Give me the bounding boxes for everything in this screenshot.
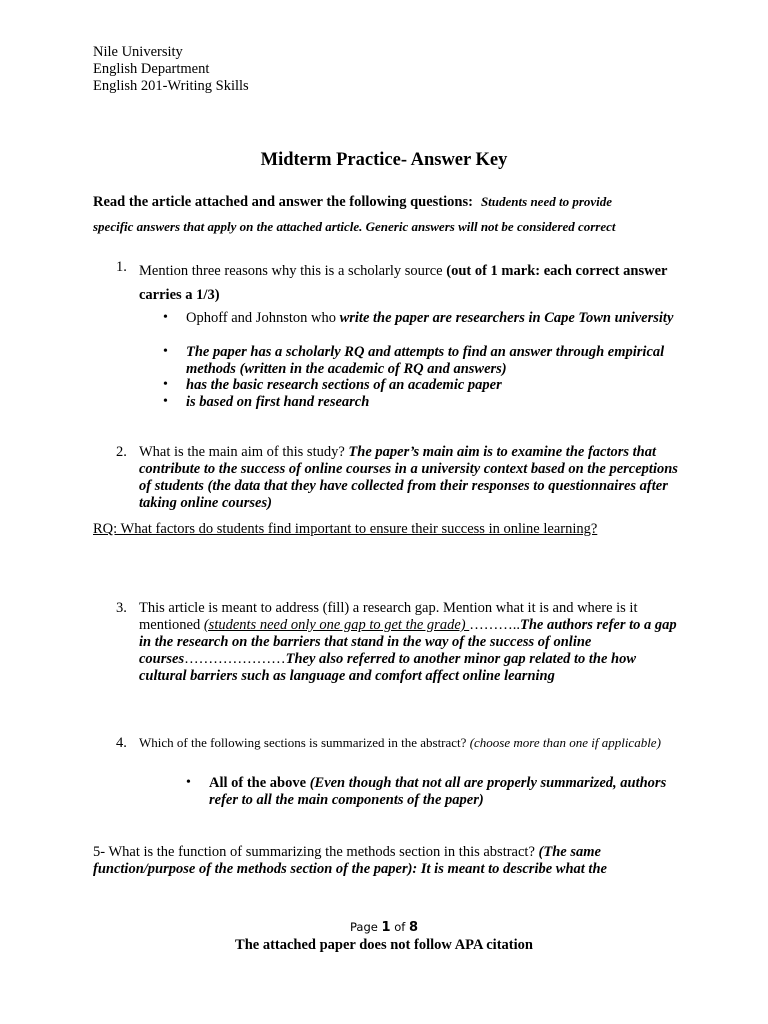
q1-answer-1 [186,310,676,327]
instruction-note-end: specific answers that apply on the attached article. Generic answers will not be considered correct [93,219,616,234]
question-3-answer-2: They also referred to another minor gap related to the how cultural barriers such as language and comfort affect online learning [139,651,637,684]
instruction-note-start: Students need to provide [480,194,613,209]
bullet-icon: • [163,310,168,325]
question-1-number: 1. [116,259,127,275]
page-word: Page [350,920,382,934]
instruction-text: Read the article attached and answer the following questions: [93,194,473,210]
question-1-marks: (out of 1 mark: each correct answer carries a 1/3) [139,263,668,303]
question-4-number: 4. [116,735,127,751]
bullet-icon: • [163,377,168,392]
question-3-number: 3. [116,600,127,616]
question-5 [93,844,683,878]
q1-answer-4: is based on first hand research [186,394,370,410]
question-2-answer: The paper’s main aim is to examine the factors that contribute to the success of online courses in a university context based on the perceptions of students (the data that they have collected from their responses to questionnaires after taking online courses) [139,444,678,511]
q1-answer-2: The paper has a scholarly RQ and attempts to find an answer through empirical methods (written in the academic of RQ and answers) [186,344,665,377]
question-3-dots-1: ……….. [469,617,520,633]
header-department: English Department [93,61,210,77]
page-title: Midterm Practice- Answer Key [260,150,508,170]
page-of: of [390,920,409,934]
q1-answer-1-plain: Ophoff and Johnston who [186,310,340,326]
q4-answer-text: (Even though that not all are properly summarized, authors refer to all the main components of the paper) [209,775,667,808]
question-4-text: Which of the following sections is summarized in the abstract? [139,735,470,750]
question-2-number: 2. [116,444,127,460]
question-3-dots-2: ………………… [184,651,286,667]
q4-answer-bold: All of the above [209,775,310,791]
footer-note: The attached paper does not follow APA citation [235,937,533,953]
question-3-hint: (students need only one gap to get the grade) [203,617,470,633]
page-total: 8 [408,920,418,935]
header-course: English 201-Writing Skills [93,78,249,94]
question-1 [139,259,684,307]
question-2-text: What is the main aim of this study? [139,444,349,460]
q4-answer [209,775,669,809]
question-1-text: Mention three reasons why this is a scholarly source [139,263,447,279]
bullet-icon: • [186,775,191,790]
question-5-text: 5- What is the function of summarizing the methods section in this abstract? [93,844,539,860]
bullet-icon: • [163,344,168,359]
header-university: Nile University [93,44,183,60]
question-5-answer: (The same function/purpose of the methods section of the paper): It is meant to describe what the [93,844,607,877]
question-3-answer-1: The authors refer to a gap in the research on the barriers that stand in the way of the success of online courses [139,617,677,667]
q1-answer-1-text: write the paper are researchers in Cape Town university [339,310,674,326]
page-number [0,920,768,935]
question-3 [139,600,684,685]
bullet-icon: • [163,394,168,409]
research-question: RQ: What factors do students find important to ensure their success in online learning? [93,521,598,537]
question-4-hint: (choose more than one if applicable) [469,735,661,750]
question-2 [139,444,684,512]
page-current: 1 [381,920,391,935]
q1-answer-3: has the basic research sections of an academic paper [186,377,502,393]
question-3-text: This article is meant to address (fill) a research gap. Mention what it is and where is it mentioned [139,600,638,633]
question-4 [139,735,684,751]
instructions [93,194,612,211]
